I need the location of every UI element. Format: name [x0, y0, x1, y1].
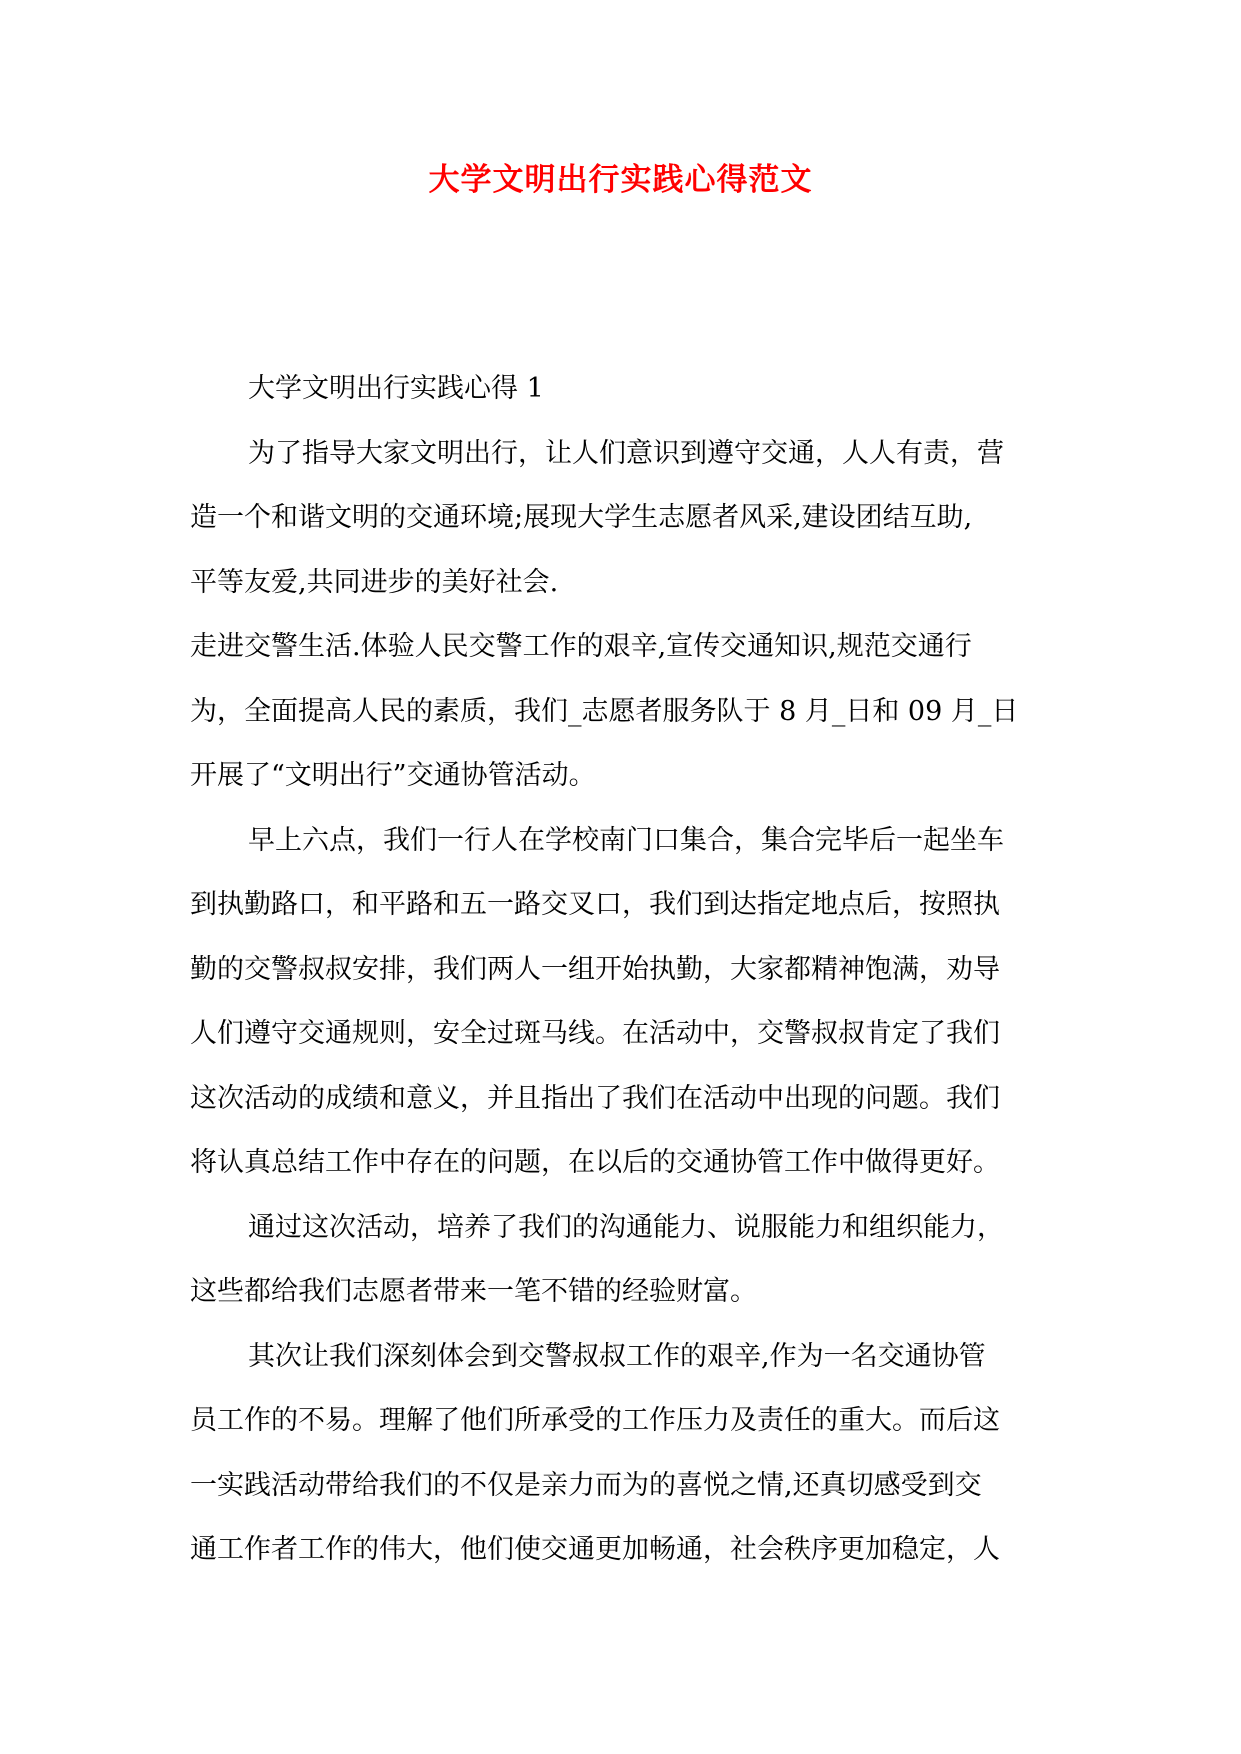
- body-line: 一实践活动带给我们的不仅是亲力而为的喜悦之情,还真切感受到交: [190, 1469, 982, 1501]
- body-line: 通过这次活动，培养了我们的沟通能力、说服能力和组织能力，: [248, 1211, 1004, 1243]
- body-line: 造一个和谐文明的交通环境;展现大学生志愿者风采,建设团结互助,: [190, 502, 973, 533]
- body-line: 勤的交警叔叔安排，我们两人一组开始执勤，大家都精神饱满，劝导: [190, 953, 1000, 985]
- body-line: 走进交警生活.体验人民交警工作的艰辛,宣传交通知识,规范交通行: [190, 631, 972, 662]
- body-line: 为了指导大家文明出行，让人们意识到遵守交通，人人有责，营: [248, 437, 1004, 469]
- body-line: 这次活动的成绩和意义，并且指出了我们在活动中出现的问题。我们: [190, 1082, 1000, 1114]
- body-line: 为，全面提高人民的素质，我们_志愿者服务队于 8 月_日和 09 月_日: [190, 695, 1019, 727]
- body-line: 通工作者工作的伟大，他们使交通更加畅通，社会秩序更加稳定，人: [190, 1534, 1000, 1565]
- body-line: 员工作的不易。理解了他们所承受的工作压力及责任的重大。而后这: [190, 1405, 1000, 1436]
- document-title: 大学文明出行实践心得范文: [428, 162, 813, 198]
- body-line: 大学文明出行实践心得 1: [248, 373, 544, 404]
- body-line: 这些都给我们志愿者带来一笔不错的经验财富。: [190, 1276, 757, 1307]
- body-line: 平等友爱,共同进步的美好社会.: [190, 566, 559, 598]
- body-line: 到执勤路口，和平路和五一路交叉口，我们到达指定地点后，按照执: [190, 889, 1000, 920]
- body-line: 人们遵守交通规则，安全过斑马线。在活动中，交警叔叔肯定了我们: [190, 1018, 1000, 1049]
- body-line: 早上六点，我们一行人在学校南门口集合，集合完毕后一起坐车: [248, 824, 1004, 856]
- body-line: 将认真总结工作中存在的问题，在以后的交通协管工作中做得更好。: [190, 1147, 1000, 1178]
- document-body: [190, 357, 1050, 1583]
- body-line: 开展了“文明出行”交通协管活动。: [190, 760, 596, 791]
- body-line: 其次让我们深刻体会到交警叔叔工作的艰辛,作为一名交通协管: [248, 1340, 986, 1372]
